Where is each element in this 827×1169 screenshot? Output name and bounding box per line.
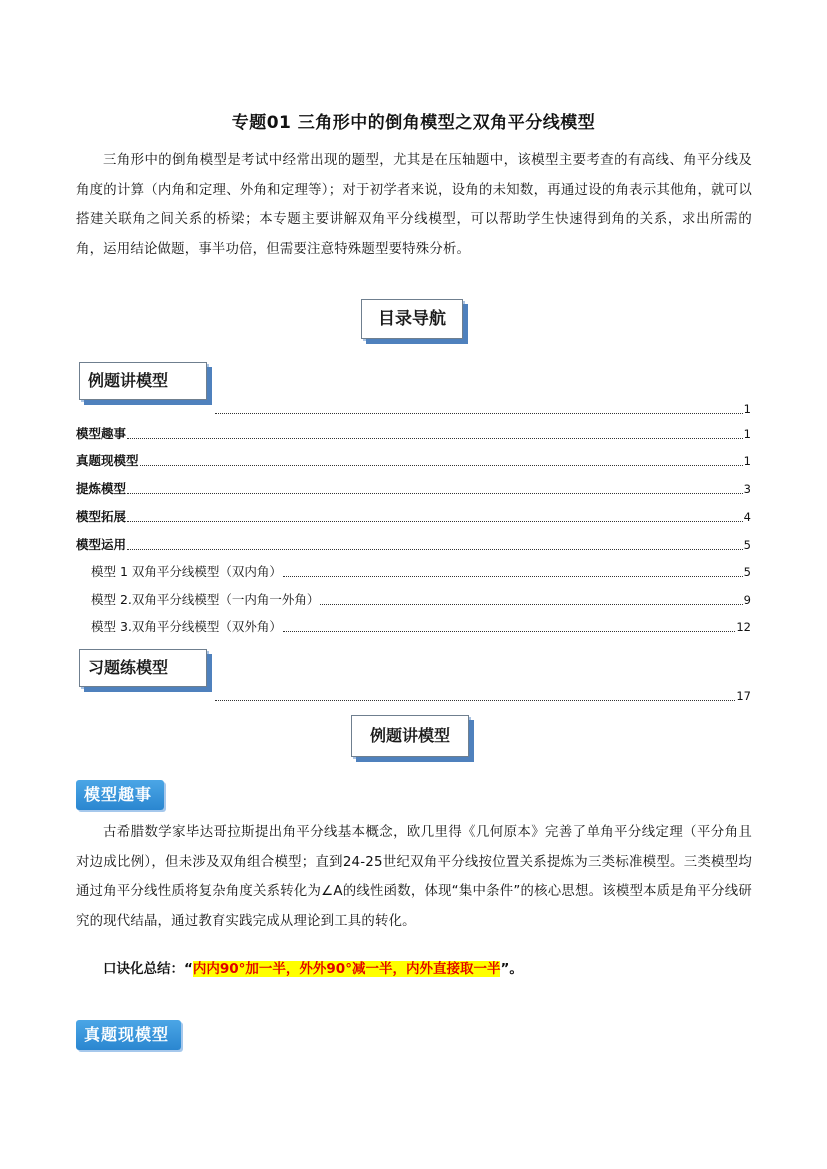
story-paragraph: 古希腊数学家毕达哥拉斯提出角平分线基本概念，欧几里得《几何原本》完善了单角平分线定理（平分角且对边成比例），但未涉及双角组合模型；直到24-25世纪双角平分线按位置关系提炼为三类标准模型。三类模型均通过角平分线性质将复杂角度关系转化为∠A的线性函数，体现“集中条件”的核心思想。该模型本质是角平分线研究的现代结晶，通过教育实践完成从理论到工具的转化。 [76,825,752,929]
toc-entry-real[interactable] [76,452,751,470]
toc-entry-fun[interactable] [76,425,751,443]
toc-entry-model-1[interactable] [91,563,751,581]
toc-entry-extend[interactable] [76,508,751,526]
toc-entry-refine[interactable] [76,480,751,498]
tag-model-fun: 模型趣事 [76,780,164,810]
toc-page-number: 12 [736,620,751,634]
toc-page-number: 1 [743,454,751,468]
toc-label: 模型 3.双角平分线模型（双外角） [91,619,282,634]
nav-heading-box: 目录导航 [361,299,463,339]
toc-label: 提炼模型 [76,481,127,496]
toc-entry-example[interactable] [214,400,751,418]
toc-entry-practice[interactable] [214,687,751,705]
toc-page-number: 5 [743,565,751,579]
toc-label: 模型 1 双角平分线模型（双内角） [91,564,282,579]
toc-label: 模型趣事 [76,426,127,441]
slogan [103,957,523,977]
toc-page-number: 4 [743,510,751,524]
slogan-prefix: 口诀化总结：“ [103,961,193,977]
intro-paragraph: 三角形中的倒角模型是考试中经常出现的题型，尤其是在压轴题中，该模型主要考查的有高线、角平分线及角度的计算（内角和定理、外角和定理等）；对于初学者来说，设角的未知数，再通过设的角表示其他角，就可以搭建关联角之间关系的桥梁；本专题主要讲解双角平分线模型，可以帮助学生快速得到角的关系，求出所需的角，运用结论做题，事半功倍，但需要注意特殊题型要特殊分析。 [76,153,752,257]
toc-page-number: 9 [743,593,751,607]
section-example-box: 例题讲模型 [79,362,207,400]
toc-page-number: 1 [743,427,751,441]
toc-page-number: 17 [736,689,751,703]
document-title: 专题01 三角形中的倒角模型之双角平分线模型 [231,113,596,133]
toc-entry-model-3[interactable] [91,618,751,636]
toc-entry-apply[interactable] [76,536,751,554]
section-practice-box: 习题练模型 [79,649,207,687]
slogan-suffix: ”。 [500,961,523,977]
toc-label: 模型拓展 [76,509,127,524]
tag-real-exam: 真题现模型 [76,1020,181,1050]
toc-page-number: 3 [743,482,751,496]
toc-label: 真题现模型 [76,453,139,468]
slogan-highlight: 内内90°加一半，外外90°减一半，内外直接取一半 [192,961,501,977]
toc-label: 模型运用 [76,537,127,552]
toc-page-number: 5 [743,538,751,552]
toc-label: 模型 2.双角平分线模型（一内角一外角） [91,592,320,607]
toc-entry-model-2[interactable] [91,591,751,609]
section-example-heading: 例题讲模型 [351,715,469,757]
toc-page-number: 1 [743,402,751,416]
